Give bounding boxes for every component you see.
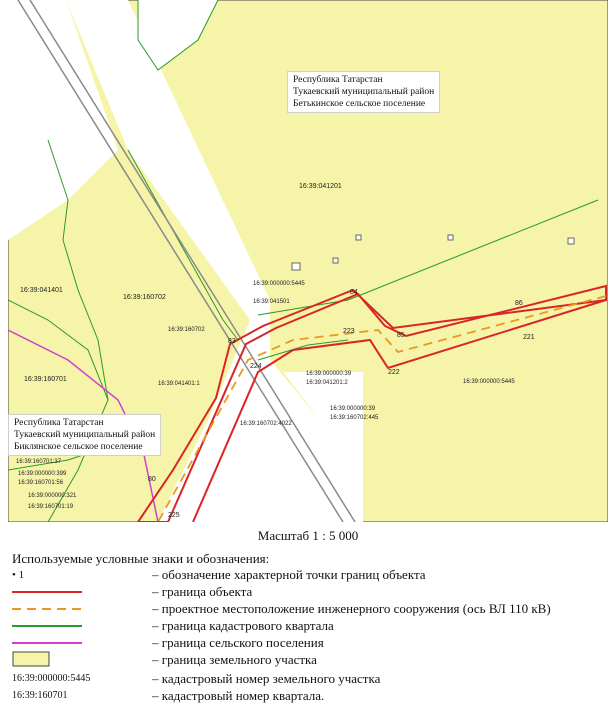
label-parcel: 16:39:000000:321 (28, 493, 77, 499)
legend-row-axis (12, 601, 612, 618)
region-district: Тукаевский муниципальный район (293, 87, 435, 97)
legend-text: – граница кадастрового квартала (152, 618, 334, 633)
point-label: 80 (148, 476, 156, 483)
legend-text: – кадастровый номер квартала. (152, 688, 325, 703)
label-parcel: 16:39:160702:445 (330, 415, 379, 421)
point-label: 223 (343, 328, 355, 335)
point-label: 221 (523, 334, 535, 341)
region-box-bottom (8, 414, 161, 456)
label-parcel: 16:39:000000:399 (18, 471, 67, 477)
region-box-top (287, 71, 440, 113)
legend-row-quarter-code (12, 688, 612, 705)
label-parcel: 16:39:160701:19 (28, 504, 74, 510)
region-district: Тукаевский муниципальный район (14, 430, 156, 440)
legend-parcel-code: 16:39:000000:5445 (12, 673, 91, 684)
legend-title: Используемые условные знаки и обозначения: (12, 551, 270, 566)
label-parcel: 16:39:000000:5445 (463, 379, 515, 385)
legend-text: – проектное местоположение инженерного сооружения (ось ВЛ 110 кВ) (152, 601, 551, 616)
green-line-symbol (12, 618, 132, 635)
legend-row-object-border (12, 584, 612, 601)
scale-label: Масштаб 1 : 5 000 (257, 528, 359, 543)
legend-text: – граница сельского поселения (152, 635, 324, 650)
legend-text: – обозначение характерной точки границ объекта (152, 567, 426, 582)
label-parcel: 16:39:160701:37 (16, 459, 62, 465)
label-parcel: 16:39:000000:39 (306, 371, 352, 377)
point-label: 83 (228, 338, 236, 345)
label-parcel: 16:39:041201:2 (306, 380, 348, 386)
point-label: 84 (350, 289, 358, 296)
legend-text: – граница объекта (152, 584, 253, 599)
point-label: 225 (168, 512, 180, 519)
legend-text: – граница земельного участка (152, 652, 317, 667)
region-republic: Республика Татарстан (293, 75, 383, 85)
legend-text: – кадастровый номер земельного участка (152, 671, 381, 686)
legend-row-parcel (12, 650, 612, 670)
region-settlement: Бетькинское сельское поселение (293, 99, 426, 109)
point-label: 86 (515, 300, 523, 307)
point-label: 85 (397, 332, 405, 339)
label-parcel: 16:39:041401:1 (158, 381, 200, 387)
label-quarter: 16:39:160701 (24, 376, 67, 383)
point-label: 224 (250, 363, 262, 370)
label-parcel: 16:39:160701:56 (18, 480, 64, 486)
label-quarter: 16:39:041401 (20, 287, 63, 294)
legend-quarter-code: 16:39:160701 (12, 690, 68, 701)
legend-row-parcel-code (12, 671, 612, 688)
label-parcel: 16:39:000000:39 (330, 406, 376, 412)
legend-point-symbol: • 1 (12, 569, 25, 581)
legend-row-quarter-border (12, 618, 612, 635)
yellow-box-symbol (12, 650, 132, 670)
dashed-line-symbol (12, 601, 132, 618)
label-parcel: 16:39:000000:5445 (253, 281, 305, 287)
region-settlement: Биклянское сельское поселение (14, 442, 143, 452)
label-quarter: 16:39:041201 (299, 183, 342, 190)
point-label: 222 (388, 369, 400, 376)
label-quarter: 16:39:160702 (123, 294, 166, 301)
red-line-symbol (12, 584, 132, 601)
region-republic: Республика Татарстан (14, 418, 104, 428)
label-parcel: 16:39:041501 (253, 299, 290, 305)
label-parcel: 16:39:160702 (168, 327, 205, 333)
label-parcel: 16:39:160702:4022 (240, 421, 292, 427)
legend-row-point (12, 567, 612, 584)
